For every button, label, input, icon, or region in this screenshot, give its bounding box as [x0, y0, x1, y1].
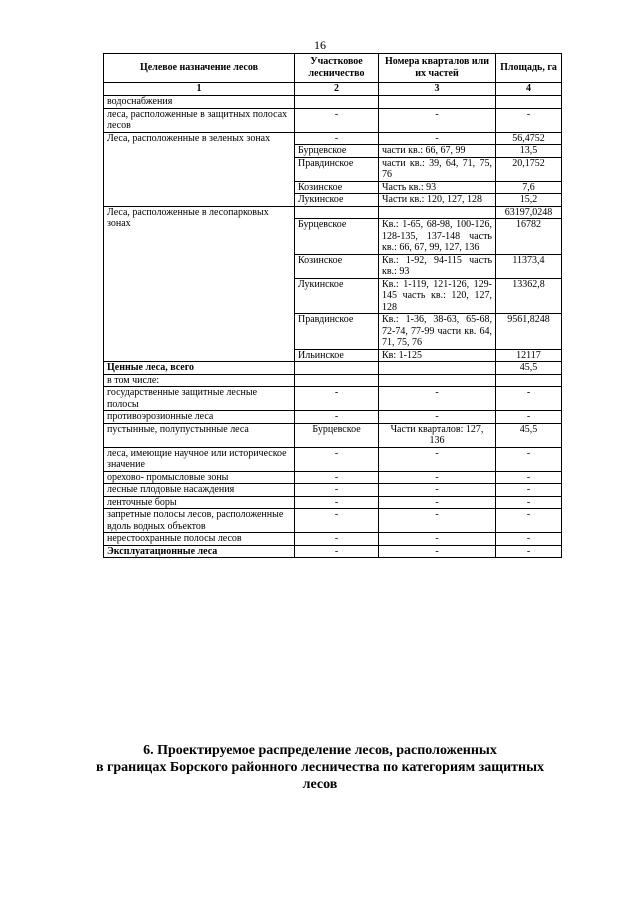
quarters-cell: Части кв.: 120, 127, 128: [379, 194, 496, 207]
forest-purpose-cell: водоснабжения: [104, 96, 295, 109]
quarters-cell: Кв.: 1-92, 94-115 часть кв.: 93: [379, 254, 496, 278]
district-cell: -: [295, 533, 379, 546]
table-row: [104, 484, 562, 497]
forest-purpose-cell: ленточные боры: [104, 496, 295, 509]
district-cell: Лукинское: [295, 278, 379, 314]
quarters-cell: Кв.: 1-65, 68-98, 100-126, 128-135, 137-148 часть кв.: 66, 67, 99, 127, 136: [379, 219, 496, 255]
area-cell: 16782: [496, 219, 562, 255]
column-number: 4: [496, 83, 562, 96]
area-cell: -: [496, 509, 562, 533]
quarters-cell: -: [379, 471, 496, 484]
area-cell: -: [496, 533, 562, 546]
header-forest-purpose: Целевое назначение лесов: [104, 54, 295, 83]
quarters-cell: [379, 206, 496, 219]
area-cell: 45,5: [496, 423, 562, 447]
area-cell: 12117: [496, 349, 562, 362]
area-cell: -: [496, 447, 562, 471]
column-number: 1: [104, 83, 295, 96]
area-cell: [496, 374, 562, 387]
forest-purpose-cell: Эксплуатационные леса: [104, 545, 295, 558]
area-cell: -: [496, 108, 562, 132]
quarters-cell: -: [379, 545, 496, 558]
district-cell: -: [295, 411, 379, 424]
table-row: [104, 411, 562, 424]
column-number-row: [104, 83, 562, 96]
district-cell: -: [295, 509, 379, 533]
district-cell: Козинское: [295, 254, 379, 278]
district-cell: [295, 374, 379, 387]
area-cell: 7,6: [496, 181, 562, 194]
district-cell: [295, 96, 379, 109]
quarters-cell: -: [379, 447, 496, 471]
quarters-cell: -: [379, 496, 496, 509]
district-cell: Бурцевское: [295, 145, 379, 158]
table-row: [104, 471, 562, 484]
forest-purpose-cell: Леса, расположенные в лесопарковых зонах: [104, 206, 295, 362]
area-cell: -: [496, 496, 562, 509]
quarters-cell: -: [379, 533, 496, 546]
column-number: 2: [295, 83, 379, 96]
area-cell: 20,1752: [496, 157, 562, 181]
table-row: [104, 387, 562, 411]
area-cell: -: [496, 387, 562, 411]
section-heading-line: 6. Проектируемое распределение лесов, расположенных: [143, 743, 497, 758]
area-cell: 13362,8: [496, 278, 562, 314]
table-row: [104, 362, 562, 375]
quarters-cell: части кв.: 39, 64, 71, 75, 76: [379, 157, 496, 181]
table-row: [104, 374, 562, 387]
forest-purpose-cell: в том числе:: [104, 374, 295, 387]
district-cell: Бурцевское: [295, 219, 379, 255]
table-row: [104, 509, 562, 533]
table-row: [104, 545, 562, 558]
area-cell: 56,4752: [496, 132, 562, 145]
header-area: Площадь, га: [496, 54, 562, 83]
forest-purpose-cell: пустынные, полупустынные леса: [104, 423, 295, 447]
quarters-cell: -: [379, 132, 496, 145]
area-cell: -: [496, 411, 562, 424]
table-row: [104, 423, 562, 447]
district-cell: Бурцевское: [295, 423, 379, 447]
section-heading: [60, 742, 580, 793]
quarters-cell: [379, 374, 496, 387]
forest-purpose-table: [103, 53, 562, 558]
area-cell: [496, 96, 562, 109]
area-cell: -: [496, 545, 562, 558]
area-cell: 15,2: [496, 194, 562, 207]
district-cell: [295, 362, 379, 375]
district-cell: -: [295, 108, 379, 132]
district-cell: Козинское: [295, 181, 379, 194]
section-heading-line: в границах Борского районного лесничества по категориям защитных: [95, 760, 545, 775]
district-cell: Лукинское: [295, 194, 379, 207]
district-cell: Правдинское: [295, 157, 379, 181]
area-cell: 13,5: [496, 145, 562, 158]
district-cell: -: [295, 496, 379, 509]
table-body: [104, 83, 562, 558]
quarters-cell: [379, 362, 496, 375]
area-cell: 63197,0248: [496, 206, 562, 219]
quarters-cell: -: [379, 509, 496, 533]
quarters-cell: Кв: 1-125: [379, 349, 496, 362]
district-cell: -: [295, 387, 379, 411]
area-cell: 9561,8248: [496, 314, 562, 350]
column-number: 3: [379, 83, 496, 96]
table-row: [104, 447, 562, 471]
quarters-cell: -: [379, 411, 496, 424]
district-cell: -: [295, 471, 379, 484]
table-header-row: [104, 54, 562, 83]
forest-purpose-cell: Ценные леса, всего: [104, 362, 295, 375]
table-row: [104, 206, 562, 219]
table-row: [104, 496, 562, 509]
forest-purpose-cell: орехово- промысловые зоны: [104, 471, 295, 484]
quarters-cell: -: [379, 387, 496, 411]
district-cell: -: [295, 484, 379, 497]
table-row: [104, 533, 562, 546]
forest-purpose-cell: нерестоохранные полосы лесов: [104, 533, 295, 546]
district-cell: Ильинское: [295, 349, 379, 362]
forest-purpose-cell: леса, имеющие научное или историческое значение: [104, 447, 295, 471]
district-cell: Правдинское: [295, 314, 379, 350]
district-cell: -: [295, 545, 379, 558]
area-cell: 11373,4: [496, 254, 562, 278]
forest-purpose-cell: запретные полосы лесов, расположенные вдоль водных объектов: [104, 509, 295, 533]
district-cell: -: [295, 447, 379, 471]
page-number: 16: [314, 38, 326, 52]
quarters-cell: Части кварталов: 127, 136: [379, 423, 496, 447]
quarters-cell: [379, 96, 496, 109]
quarters-cell: Кв.: 1-36, 38-63, 65-68, 72-74, 77-99 части кв. 64, 71, 75, 76: [379, 314, 496, 350]
table-row: [104, 132, 562, 145]
forest-purpose-cell: лесные плодовые насаждения: [104, 484, 295, 497]
section-heading-line: лесов: [302, 777, 338, 792]
header-quarter-numbers: Номера кварталов или их частей: [379, 54, 496, 83]
quarters-cell: Часть кв.: 93: [379, 181, 496, 194]
header-district-forestry: Участковое лесничество: [295, 54, 379, 83]
area-cell: 45,5: [496, 362, 562, 375]
area-cell: -: [496, 471, 562, 484]
quarters-cell: -: [379, 108, 496, 132]
table-row: [104, 96, 562, 109]
forest-purpose-cell: Леса, расположенные в зеленых зонах: [104, 132, 295, 206]
table-row: [104, 108, 562, 132]
forest-purpose-cell: леса, расположенные в защитных полосах лесов: [104, 108, 295, 132]
district-cell: [295, 206, 379, 219]
forest-purpose-cell: противоэрозионные леса: [104, 411, 295, 424]
district-cell: -: [295, 132, 379, 145]
forest-purpose-cell: государственные защитные лесные полосы: [104, 387, 295, 411]
quarters-cell: части кв.: 66, 67, 99: [379, 145, 496, 158]
area-cell: -: [496, 484, 562, 497]
quarters-cell: -: [379, 484, 496, 497]
quarters-cell: Кв.: 1-119, 121-126, 129-145 часть кв.: 120, 127, 128: [379, 278, 496, 314]
